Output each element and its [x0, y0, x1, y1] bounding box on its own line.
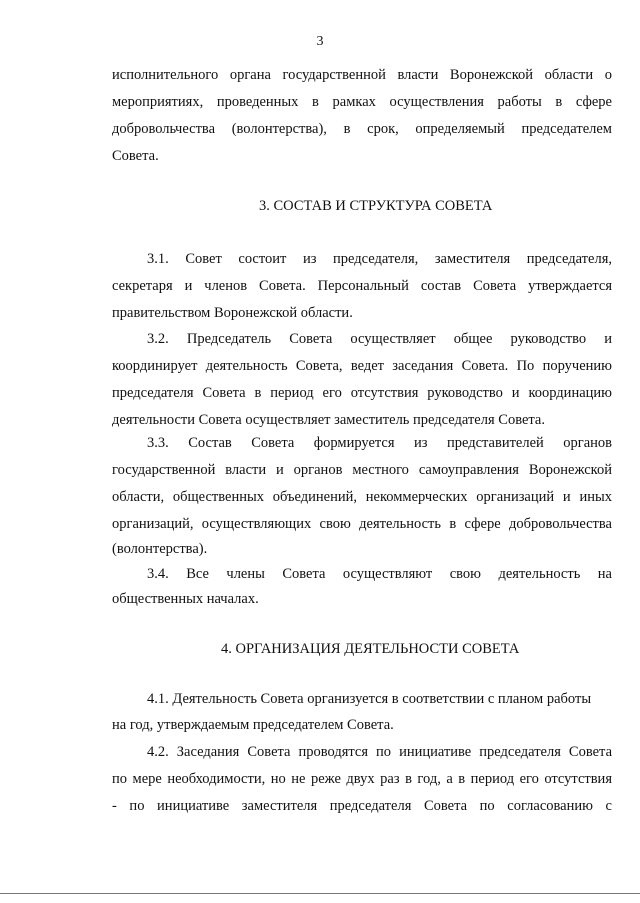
text-line: 3.3. Состав Совета формируется из представителей органов	[147, 435, 612, 451]
text-line: по мере необходимости, но не реже двух раз в год, а в период его отсутствия	[112, 771, 612, 787]
text-line: правительством Воронежской области.	[112, 305, 353, 321]
scan-edge-line	[0, 893, 640, 894]
text-line: государственной власти и органов местного самоуправления Воронежской	[112, 462, 612, 478]
text-line: области, общественных объединений, некоммерческих организаций и иных	[112, 489, 612, 505]
text-line: общественных началах.	[112, 591, 259, 607]
text-line: 3.1. Совет состоит из председателя, заместителя председателя,	[147, 251, 612, 267]
text-line: 3.2. Председатель Совета осуществляет общее руководство и	[147, 331, 612, 347]
text-line: организаций, осуществляющих свою деятельность в сфере добровольчества	[112, 516, 612, 532]
text-line: 4.2. Заседания Совета проводятся по инициативе председателя Совета	[147, 744, 612, 760]
text-line: - по инициативе заместителя председателя Совета по согласованию с	[112, 798, 612, 814]
text-line: мероприятиях, проведенных в рамках осуществления работы в сфере	[112, 94, 612, 110]
text-line: председателя Совета в период его отсутствия руководство и координацию	[112, 385, 612, 401]
text-line: (волонтерства).	[112, 541, 208, 557]
text-line: исполнительного органа государственной власти Воронежской области о	[112, 67, 612, 83]
text-line: 3.4. Все члены Совета осуществляют свою деятельность на	[147, 566, 612, 582]
text-line: координирует деятельность Совета, ведет заседания Совета. По поручению	[112, 358, 612, 374]
section-heading: 4. ОРГАНИЗАЦИЯ ДЕЯТЕЛЬНОСТИ СОВЕТА	[221, 641, 520, 657]
page-number: 3	[316, 34, 324, 49]
text-line: добровольчества (волонтерства), в срок, определяемый председателем	[112, 121, 612, 137]
text-line: секретаря и членов Совета. Персональный состав Совета утверждается	[112, 278, 612, 294]
text-line: на год, утверждаемым председателем Совета.	[112, 717, 394, 733]
text-line: Совета.	[112, 148, 159, 164]
text-line: 4.1. Деятельность Совета организуется в соответствии с планом работы	[147, 691, 592, 707]
section-heading: 3. СОСТАВ И СТРУКТУРА СОВЕТА	[259, 198, 493, 214]
text-line: деятельности Совета осуществляет заместитель председателя Совета.	[112, 412, 545, 428]
